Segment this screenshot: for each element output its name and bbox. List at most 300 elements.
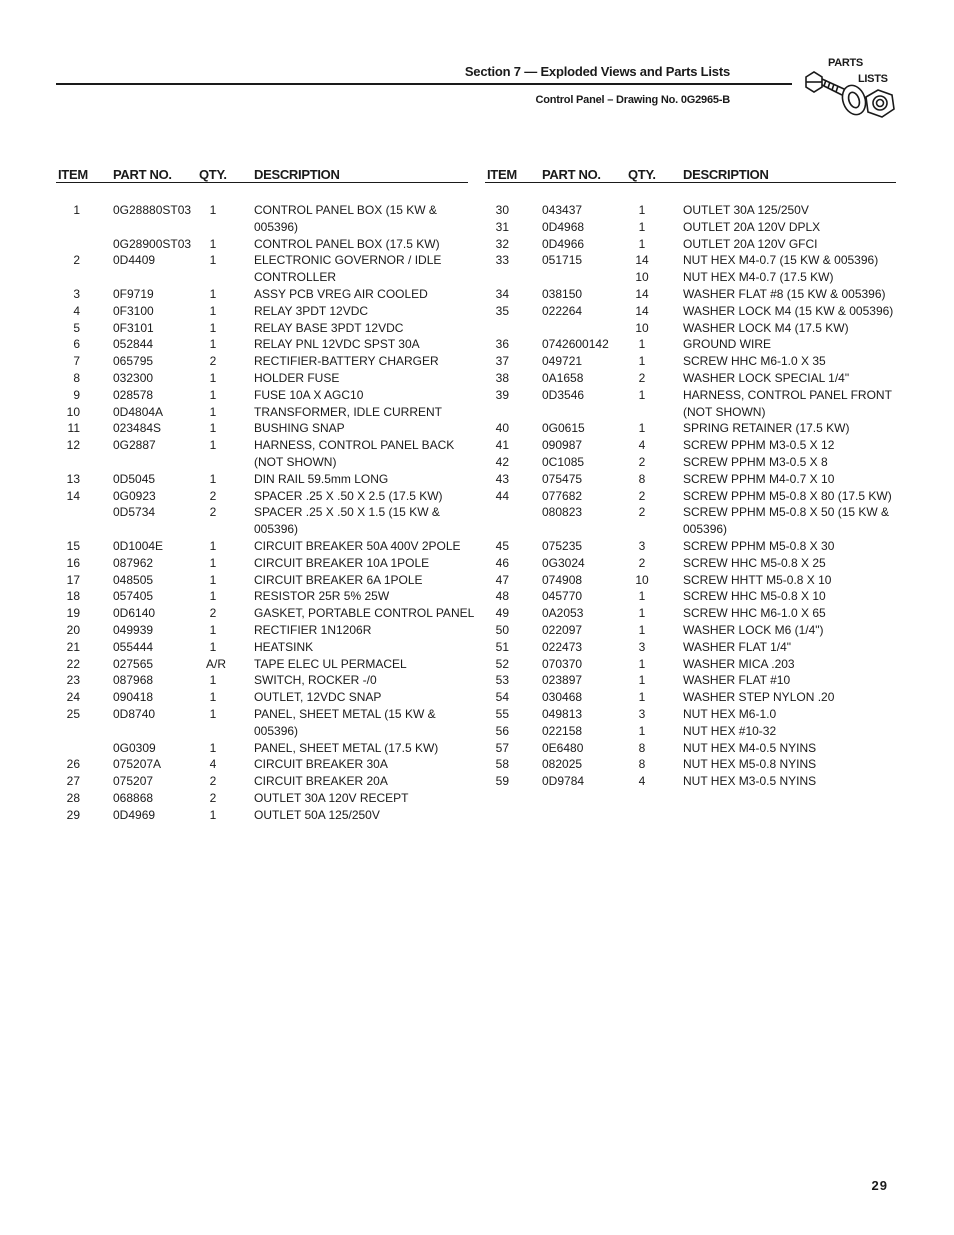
part-number: 0A2053 <box>542 606 584 621</box>
table-row <box>56 689 468 706</box>
quantity: 10 <box>635 320 649 335</box>
item-number: 41 <box>495 438 509 453</box>
item-number: 48 <box>495 589 509 604</box>
quantity: 1 <box>209 320 217 335</box>
item-number: 22 <box>66 656 80 671</box>
item-number: 42 <box>495 454 509 469</box>
quantity: 1 <box>209 387 217 402</box>
table-row <box>56 252 468 269</box>
part-number: 049813 <box>542 706 583 721</box>
part-number: 0E6480 <box>542 740 584 755</box>
item-number: 50 <box>495 622 509 637</box>
quantity: 1 <box>638 337 646 352</box>
quantity: 1 <box>638 387 646 402</box>
part-number: 090987 <box>542 438 583 453</box>
header-item: ITEM <box>58 167 88 182</box>
quantity: 2 <box>638 555 646 570</box>
part-number: 0D4804A <box>113 404 164 419</box>
part-number: 0G28880ST03 <box>113 203 192 217</box>
part-number: 0D3546 <box>542 387 585 402</box>
item-number: 28 <box>66 790 80 805</box>
description: CIRCUIT BREAKER 10A 1POLE <box>254 555 430 570</box>
part-number: 0G3024 <box>542 555 585 570</box>
description: PANEL, SHEET METAL (15 KW & <box>254 706 436 721</box>
part-number: 082025 <box>542 757 583 772</box>
part-number: 0D6140 <box>113 606 156 621</box>
table-row <box>485 336 896 353</box>
quantity: 1 <box>209 236 217 251</box>
description: WASHER STEP NYLON .20 <box>683 690 835 705</box>
item-number: 19 <box>66 606 80 621</box>
table-row <box>485 202 896 219</box>
description: SCREW PPHM M5-0.8 X 30 <box>683 538 835 553</box>
description: OUTLET 50A 125/250V <box>254 807 380 822</box>
table-row <box>56 303 468 320</box>
quantity: 1 <box>209 690 217 705</box>
part-number: 030468 <box>542 690 583 705</box>
part-number: 0C1085 <box>542 454 585 469</box>
item-number: 12 <box>66 438 80 453</box>
item-number: 53 <box>495 673 509 688</box>
part-number: 075235 <box>542 538 583 553</box>
description: SWITCH, ROCKER -/0 <box>254 673 377 688</box>
description: GASKET, PORTABLE CONTROL PANEL <box>254 606 475 621</box>
part-number: 075207A <box>113 757 162 772</box>
part-number: 022158 <box>542 723 583 738</box>
part-number: 023897 <box>542 673 583 688</box>
description: SCREW PPHM M5-0.8 X 50 (15 KW & <box>683 505 890 520</box>
quantity: 1 <box>209 572 217 587</box>
table-row <box>56 538 468 555</box>
table-row <box>485 672 896 689</box>
description: CONTROL PANEL BOX (15 KW & <box>254 203 437 217</box>
table-row <box>56 471 468 488</box>
item-number: 43 <box>495 471 509 486</box>
part-number: 0G0615 <box>542 421 585 436</box>
parts-lists-logo <box>800 55 900 125</box>
quantity: 1 <box>209 203 217 217</box>
table-row <box>485 639 896 656</box>
quantity: 1 <box>209 639 217 654</box>
item-number: 59 <box>495 774 509 789</box>
item-number: 15 <box>66 538 80 553</box>
table-header-left <box>56 167 468 183</box>
description: SCREW HHC M6-1.0 X 65 <box>683 606 826 621</box>
part-number: 0F3100 <box>113 303 154 318</box>
part-number: 022264 <box>542 303 583 318</box>
description: 005396) <box>254 219 299 234</box>
table-row <box>485 471 896 488</box>
table-body-right <box>485 202 896 790</box>
part-number: 051715 <box>542 253 583 268</box>
description: CIRCUIT BREAKER 50A 400V 2POLE <box>254 538 461 553</box>
table-row <box>56 807 468 824</box>
description: ASSY PCB VREG AIR COOLED <box>254 286 428 301</box>
section-title: Section 7 — Exploded Views and Parts Lists <box>464 64 730 79</box>
description: NUT HEX #10-32 <box>683 723 777 738</box>
table-row <box>56 555 468 572</box>
part-number: 057405 <box>113 589 154 604</box>
quantity: 1 <box>638 203 646 217</box>
drawing-title: Control Panel – Drawing No. 0G2965-B <box>535 94 730 106</box>
table-row <box>56 420 468 437</box>
description: CONTROL PANEL BOX (17.5 KW) <box>254 236 440 251</box>
table-row <box>56 404 468 421</box>
logo-text-lists: LISTS <box>858 73 888 85</box>
part-number: 075475 <box>542 471 583 486</box>
item-number: 44 <box>495 488 509 503</box>
header-qty: QTY. <box>199 167 227 182</box>
item-number: 2 <box>73 253 80 268</box>
quantity: 1 <box>638 236 646 251</box>
table-row <box>56 622 468 639</box>
part-number: 045770 <box>542 589 583 604</box>
part-number: 022097 <box>542 622 583 637</box>
item-number: 55 <box>495 706 509 721</box>
description: TAPE ELEC UL PERMACEL <box>254 656 407 671</box>
item-number: 17 <box>66 572 80 587</box>
header-description: DESCRIPTION <box>254 167 340 182</box>
item-number: 33 <box>495 253 509 268</box>
table-row <box>485 605 896 622</box>
table-row <box>485 387 896 404</box>
item-number: 30 <box>495 203 509 217</box>
quantity: 4 <box>638 438 646 453</box>
table-row <box>485 404 896 421</box>
quantity: 1 <box>209 421 217 436</box>
description: CIRCUIT BREAKER 6A 1POLE <box>254 572 423 587</box>
item-number: 37 <box>495 354 509 369</box>
item-number: 51 <box>495 639 509 654</box>
quantity: 4 <box>638 774 646 789</box>
description: RECTIFIER 1N1206R <box>254 622 372 637</box>
part-number: 0A1658 <box>542 370 584 385</box>
item-number: 34 <box>495 286 509 301</box>
description: (NOT SHOWN) <box>254 454 337 469</box>
table-row <box>485 353 896 370</box>
description: SCREW PPHM M3-0.5 X 12 <box>683 438 835 453</box>
quantity: 8 <box>638 757 646 772</box>
table-row <box>56 773 468 790</box>
item-number: 9 <box>73 387 80 402</box>
part-number: 0F3101 <box>113 320 154 335</box>
table-row <box>56 488 468 505</box>
part-number: 075207 <box>113 774 154 789</box>
quantity: 1 <box>638 421 646 436</box>
table-row <box>56 656 468 673</box>
item-number: 29 <box>66 807 80 822</box>
part-number: 0D4409 <box>113 253 156 268</box>
part-number: 0F9719 <box>113 286 154 301</box>
quantity: 2 <box>209 774 217 789</box>
quantity: 1 <box>209 286 217 301</box>
quantity: 1 <box>209 370 217 385</box>
description: SPACER .25 X .50 X 1.5 (15 KW & <box>254 505 440 520</box>
table-row <box>485 488 896 505</box>
table-row <box>56 236 468 253</box>
description: SCREW PPHM M3-0.5 X 8 <box>683 454 828 469</box>
description: HARNESS, CONTROL PANEL BACK <box>254 438 455 453</box>
quantity: 2 <box>209 505 217 520</box>
table-row <box>485 689 896 706</box>
quantity: 2 <box>209 606 217 621</box>
quantity: 1 <box>209 303 217 318</box>
quantity: 2 <box>209 354 217 369</box>
description: SCREW PPHM M5-0.8 X 80 (17.5 KW) <box>683 488 892 503</box>
item-number: 46 <box>495 555 509 570</box>
description: SPRING RETAINER (17.5 KW) <box>683 421 850 436</box>
description: DIN RAIL 59.5mm LONG <box>254 471 389 486</box>
quantity: 2 <box>209 790 217 805</box>
table-row <box>485 504 896 521</box>
item-number: 32 <box>495 236 509 251</box>
parts-table-right <box>485 167 896 790</box>
item-number: 7 <box>73 354 80 369</box>
description: RELAY PNL 12VDC SPST 30A <box>254 337 420 352</box>
header-rule <box>56 83 792 85</box>
part-number: 090418 <box>113 690 154 705</box>
description: WASHER FLAT #10 <box>683 673 791 688</box>
table-row <box>485 252 896 269</box>
logo-text-parts: PARTS <box>828 57 863 69</box>
quantity: 1 <box>209 740 217 755</box>
description: TRANSFORMER, IDLE CURRENT <box>254 404 443 419</box>
header-qty: QTY. <box>628 167 656 182</box>
page-number: 29 <box>871 1178 888 1193</box>
description: RELAY BASE 3PDT 12VDC <box>254 320 404 335</box>
description: SCREW HHC M6-1.0 X 35 <box>683 354 826 369</box>
item-number: 25 <box>66 706 80 721</box>
item-number: 6 <box>73 337 80 352</box>
item-number: 24 <box>66 690 80 705</box>
part-number: 087962 <box>113 555 154 570</box>
description: SCREW HHTT M5-0.8 X 10 <box>683 572 832 587</box>
item-number: 56 <box>495 723 509 738</box>
table-row <box>56 588 468 605</box>
description: 005396) <box>254 723 299 738</box>
quantity: 1 <box>638 219 646 234</box>
description: WASHER FLAT #8 (15 KW & 005396) <box>683 286 886 301</box>
table-row <box>485 538 896 555</box>
description: NUT HEX M5-0.8 NYINS <box>683 757 817 772</box>
table-row <box>56 672 468 689</box>
part-number: 0D4968 <box>542 219 585 234</box>
item-number: 5 <box>73 320 80 335</box>
description: NUT HEX M4-0.5 NYINS <box>683 740 817 755</box>
description: ELECTRONIC GOVERNOR / IDLE <box>254 253 442 268</box>
item-number: 18 <box>66 589 80 604</box>
item-number: 3 <box>73 286 80 301</box>
header-item: ITEM <box>487 167 517 182</box>
table-row <box>56 353 468 370</box>
table-row <box>485 656 896 673</box>
part-number: 023484S <box>113 421 162 436</box>
quantity: 2 <box>638 505 646 520</box>
table-header-right <box>485 167 896 183</box>
table-row <box>485 521 896 538</box>
quantity: 1 <box>209 337 217 352</box>
table-row <box>56 740 468 757</box>
item-number: 58 <box>495 757 509 772</box>
table-row <box>56 286 468 303</box>
description: HOLDER FUSE <box>254 370 340 385</box>
table-row <box>56 639 468 656</box>
quantity: 1 <box>638 673 646 688</box>
table-row <box>56 723 468 740</box>
table-row <box>56 269 468 286</box>
table-row <box>56 454 468 471</box>
header-description: DESCRIPTION <box>683 167 769 182</box>
description: SCREW HHC M5-0.8 X 10 <box>683 589 826 604</box>
item-number: 45 <box>495 538 509 553</box>
description: 005396) <box>254 522 299 537</box>
quantity: 1 <box>638 656 646 671</box>
quantity: 14 <box>635 253 649 268</box>
table-row <box>56 756 468 773</box>
item-number: 36 <box>495 337 509 352</box>
item-number: 16 <box>66 555 80 570</box>
table-row <box>56 605 475 622</box>
item-number: 23 <box>66 673 80 688</box>
description: HARNESS, CONTROL PANEL FRONT <box>683 387 892 402</box>
quantity: 1 <box>209 706 217 721</box>
description: CIRCUIT BREAKER 30A <box>254 757 388 772</box>
quantity: 1 <box>638 622 646 637</box>
quantity: 1 <box>209 538 217 553</box>
part-number: 049721 <box>542 354 583 369</box>
table-row <box>485 320 896 337</box>
header-part-no: PART NO. <box>542 167 601 182</box>
part-number: 038150 <box>542 286 583 301</box>
part-number: 0D1004E <box>113 538 164 553</box>
item-number: 38 <box>495 370 509 385</box>
part-number: 0G0309 <box>113 740 156 755</box>
part-number: 0G0923 <box>113 488 156 503</box>
table-body-left <box>56 202 475 823</box>
item-number: 13 <box>66 471 80 486</box>
part-number: 055444 <box>113 639 154 654</box>
table-row <box>485 437 896 454</box>
quantity: 10 <box>635 270 649 285</box>
item-number: 26 <box>66 757 80 772</box>
table-row <box>56 320 468 337</box>
quantity: 1 <box>638 606 646 621</box>
part-number: 032300 <box>113 370 154 385</box>
quantity: 1 <box>638 723 646 738</box>
part-number: 022473 <box>542 639 583 654</box>
table-row <box>56 521 468 538</box>
table-row <box>56 572 468 589</box>
description: BUSHING SNAP <box>254 421 345 436</box>
table-row <box>485 756 896 773</box>
description: PANEL, SHEET METAL (17.5 KW) <box>254 740 439 755</box>
quantity: 3 <box>638 706 646 721</box>
item-number: 20 <box>66 622 80 637</box>
description: OUTLET 20A 120V DPLX <box>683 219 821 234</box>
item-number: 21 <box>66 639 80 654</box>
part-number: 027565 <box>113 656 154 671</box>
description: WASHER LOCK SPECIAL 1/4" <box>683 370 850 385</box>
part-number: 0D9784 <box>542 774 585 789</box>
description: NUT HEX M6-1.0 <box>683 706 777 721</box>
table-row <box>56 790 468 807</box>
description: RELAY 3PDT 12VDC <box>254 303 369 318</box>
table-row <box>485 740 896 757</box>
description: RESISTOR 25R 5% 25W <box>254 589 390 604</box>
table-row <box>485 454 896 471</box>
quantity: 4 <box>209 757 217 772</box>
part-number: 087968 <box>113 673 154 688</box>
item-number: 54 <box>495 690 509 705</box>
quantity: 8 <box>638 471 646 486</box>
item-number: 14 <box>66 488 80 503</box>
description: HEATSINK <box>254 639 314 654</box>
description: CIRCUIT BREAKER 20A <box>254 774 388 789</box>
table-row <box>485 555 896 572</box>
description: FUSE 10A X AGC10 <box>254 387 364 402</box>
table-row <box>485 588 896 605</box>
item-number: 31 <box>495 219 509 234</box>
quantity: 3 <box>638 538 646 553</box>
part-number: 070370 <box>542 656 583 671</box>
quantity: 1 <box>209 404 217 419</box>
table-row <box>485 706 896 723</box>
part-number: 049939 <box>113 622 154 637</box>
description: NUT HEX M4-0.7 (15 KW & 005396) <box>683 253 879 268</box>
description: WASHER LOCK M4 (15 KW & 005396) <box>683 303 894 318</box>
description: WASHER FLAT 1/4" <box>683 639 792 654</box>
description: CONTROLLER <box>254 270 337 285</box>
description: SCREW PPHM M4-0.7 X 10 <box>683 471 835 486</box>
table-row <box>56 219 468 236</box>
part-number: 048505 <box>113 572 154 587</box>
table-row <box>485 286 896 303</box>
quantity: 1 <box>209 622 217 637</box>
description: WASHER LOCK M4 (17.5 KW) <box>683 320 849 335</box>
item-number: 4 <box>73 303 80 318</box>
table-row <box>485 572 896 589</box>
table-row <box>485 303 896 320</box>
quantity: 1 <box>209 589 217 604</box>
description: (NOT SHOWN) <box>683 404 766 419</box>
table-row <box>56 202 468 219</box>
table-row <box>56 387 468 404</box>
part-number: 0742600142 <box>542 337 609 352</box>
item-number: 35 <box>495 303 509 318</box>
table-row <box>485 420 896 437</box>
quantity: 1 <box>638 589 646 604</box>
description: WASHER LOCK M6 (1/4") <box>683 622 824 637</box>
header-part-no: PART NO. <box>113 167 172 182</box>
description: SCREW HHC M5-0.8 X 25 <box>683 555 826 570</box>
part-number: 028578 <box>113 387 154 402</box>
item-number: 40 <box>495 421 509 436</box>
description: 005396) <box>683 522 728 537</box>
quantity: 3 <box>638 639 646 654</box>
description: NUT HEX M3-0.5 NYINS <box>683 774 817 789</box>
table-row <box>485 622 896 639</box>
quantity: 1 <box>638 354 646 369</box>
parts-table-left <box>56 167 475 823</box>
part-number: 068868 <box>113 790 154 805</box>
item-number: 49 <box>495 606 509 621</box>
part-number: 0D4966 <box>542 236 585 251</box>
table-row <box>485 219 896 236</box>
description: OUTLET 20A 120V GFCI <box>683 236 818 251</box>
table-row <box>56 370 468 387</box>
part-number: 0G2887 <box>113 438 156 453</box>
item-number: 8 <box>73 370 80 385</box>
